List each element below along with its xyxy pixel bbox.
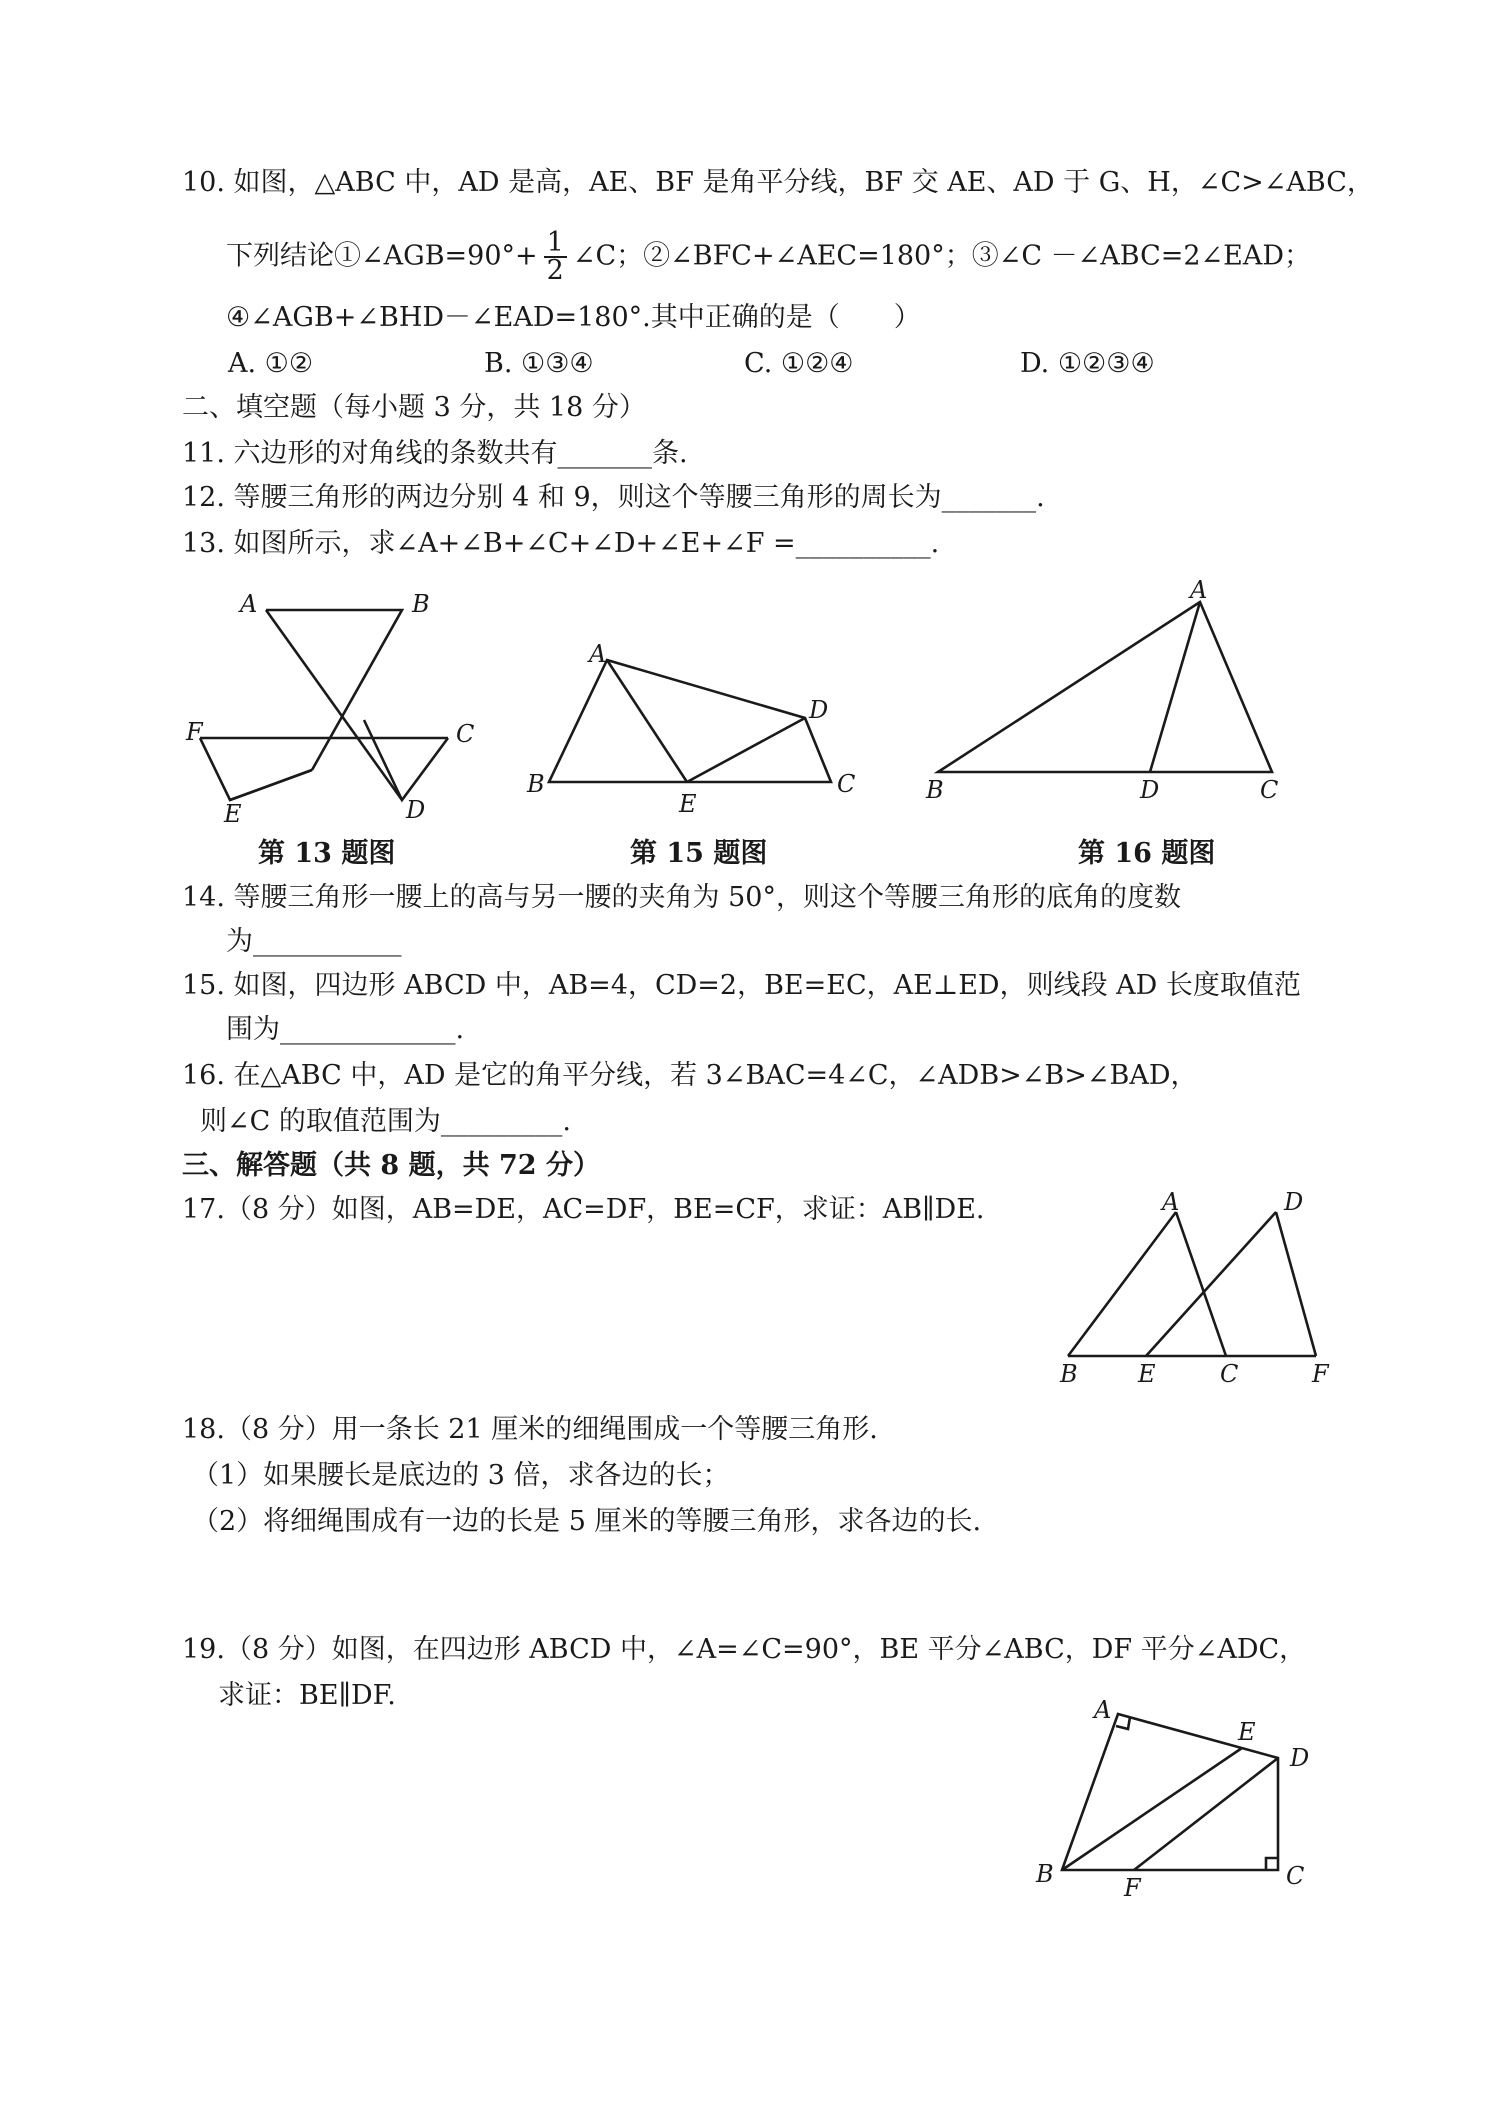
- fig16-label-b: B: [926, 776, 944, 804]
- q17: 17.（8 分）如图，AB=DE，AC=DF，BE=CF，求证：AB∥DE.: [182, 1194, 985, 1225]
- fig19-label-c: C: [1286, 1862, 1305, 1890]
- fraction-half: [544, 227, 567, 286]
- q12: 12. 等腰三角形的两边分别 4 和 9，则这个等腰三角形的周长为_______.: [182, 482, 1045, 513]
- fig15-label-b: B: [527, 770, 545, 798]
- fig13-line-e: [230, 770, 312, 800]
- fig15-segment-ed: [687, 718, 805, 782]
- figure-19: [1020, 1690, 1340, 1910]
- q10-line2-post: ∠C；②∠BFC+∠AEC=180°；③∠C －∠ABC=2∠EAD；: [572, 240, 1312, 272]
- fig16-triangle-abc: [938, 602, 1272, 772]
- fraction-denominator: 2: [546, 255, 564, 286]
- fig13-label-f: F: [186, 718, 203, 746]
- q16-line1: 16. 在△ABC 中，AD 是它的角平分线，若 3∠BAC=4∠C，∠ADB>∠B>∠BAD，: [182, 1060, 1198, 1091]
- caption-figure-16: 第 16 题图: [1078, 838, 1216, 869]
- q10-option-a: A. ①②: [228, 348, 314, 379]
- fig13-label-a: A: [240, 590, 258, 618]
- fig16-label-a: A: [1190, 576, 1208, 604]
- q10-line1: 10. 如图，△ABC 中，AD 是高，AE、BF 是角平分线，BF 交 AE、AD 于 G、H，∠C>∠ABC，: [182, 167, 1374, 198]
- fig15-label-c: C: [837, 770, 856, 798]
- fig17-segment-ab: [1068, 1212, 1176, 1356]
- fig15-segment-ae: [607, 660, 687, 782]
- fig19-right-angle-a: [1116, 1717, 1130, 1729]
- fig13-triangle-abx: [266, 610, 402, 770]
- q10-line3: ④∠AGB+∠BHD－∠EAD=180°.其中正确的是（ ）: [226, 302, 921, 333]
- fig15-label-d: D: [809, 696, 829, 724]
- fig17-label-b: B: [1060, 1360, 1078, 1388]
- fig16-label-d: D: [1140, 776, 1160, 804]
- fig19-right-angle-c: [1266, 1858, 1278, 1870]
- q11: 11. 六边形的对角线的条数共有_______条.: [182, 438, 688, 469]
- q18-line3: （2）将细绳围成有一边的长是 5 厘米的等腰三角形，求各边的长.: [192, 1506, 982, 1537]
- q19-line2: 求证：BE∥DF.: [218, 1680, 396, 1711]
- q18-line1: 18.（8 分）用一条长 21 厘米的细绳围成一个等腰三角形.: [182, 1414, 878, 1445]
- caption-figure-15: 第 15 题图: [630, 838, 768, 869]
- fig13-triangle-d: [364, 720, 448, 800]
- q14-line1: 14. 等腰三角形一腰上的高与另一腰的夹角为 50°，则这个等腰三角形的底角的度数: [182, 882, 1181, 913]
- section-2-heading: 二、填空题（每小题 3 分，共 18 分）: [182, 392, 646, 423]
- fig17-label-d: D: [1284, 1188, 1304, 1216]
- fig19-segment-df: [1134, 1758, 1278, 1870]
- figure-17: [1050, 1190, 1350, 1390]
- fig19-label-a: A: [1094, 1696, 1112, 1724]
- q15-line2: 围为_____________.: [226, 1014, 465, 1045]
- q18-line2: （1）如果腰长是底边的 3 倍，求各边的长；: [192, 1460, 730, 1491]
- caption-figure-13: 第 13 题图: [258, 838, 396, 869]
- fig17-segment-de: [1146, 1212, 1276, 1356]
- fig19-label-f: F: [1124, 1874, 1141, 1902]
- fraction-numerator: 1: [544, 230, 567, 258]
- q10-line2-pre: 下列结论①∠AGB=90°+: [226, 240, 538, 272]
- figure-15: [515, 640, 875, 830]
- fig15-label-e: E: [679, 790, 697, 818]
- fig19-label-b: B: [1036, 1860, 1054, 1888]
- fig17-label-f: F: [1312, 1360, 1329, 1388]
- fig17-label-c: C: [1220, 1360, 1239, 1388]
- q16-line2: 则∠C 的取值范围为_________.: [200, 1106, 571, 1137]
- fig13-label-d: D: [406, 796, 426, 824]
- fig13-label-c: C: [456, 720, 475, 748]
- fig17-label-a: A: [1162, 1188, 1180, 1216]
- figure-16: [920, 570, 1300, 810]
- q13: 13. 如图所示，求∠A+∠B+∠C+∠D+∠E+∠F =__________.: [182, 528, 940, 559]
- section-3-heading: 三、解答题（共 8 题，共 72 分）: [182, 1150, 600, 1181]
- q10-option-d: D. ①②③④: [1020, 348, 1155, 379]
- fig19-segment-be: [1062, 1748, 1242, 1870]
- figure-13: [180, 590, 500, 830]
- fig17-label-e: E: [1138, 1360, 1156, 1388]
- fig19-label-d: D: [1290, 1744, 1310, 1772]
- q15-line1: 15. 如图，四边形 ABCD 中，AB=4，CD=2，BE=EC，AE⊥ED，则线段 AD 长度取值范: [182, 970, 1301, 1001]
- fig13-label-b: B: [412, 590, 430, 618]
- q10-option-b: B. ①③④: [484, 348, 594, 379]
- q10-options: [228, 346, 1228, 382]
- fig17-segment-ac: [1176, 1212, 1226, 1356]
- fig19-label-e: E: [1238, 1718, 1256, 1746]
- fig13-label-e: E: [224, 800, 242, 828]
- q10-option-c: C. ①②④: [744, 348, 854, 379]
- q19-line1: 19.（8 分）如图，在四边形 ABCD 中，∠A=∠C=90°，BE 平分∠ABC，DF 平分∠ADC，: [182, 1634, 1307, 1665]
- q10-line2: [226, 227, 1312, 286]
- q14-line2: 为___________: [226, 926, 402, 957]
- fig16-label-c: C: [1260, 776, 1279, 804]
- fig16-segment-ad: [1150, 602, 1200, 772]
- fig13-line-a: [266, 610, 402, 800]
- fig17-segment-df: [1276, 1212, 1316, 1356]
- fig15-quadrilateral: [549, 660, 831, 782]
- fig15-label-a: A: [589, 640, 607, 668]
